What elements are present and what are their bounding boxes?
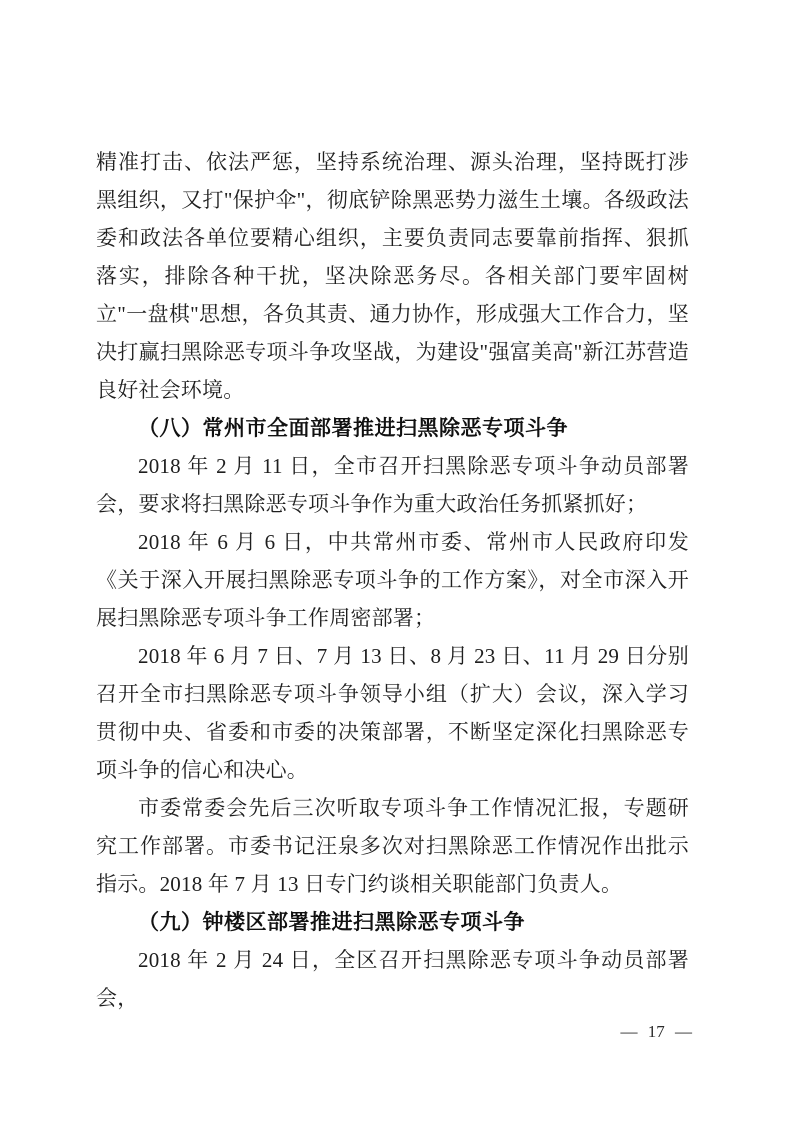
page-number: — 17 —: [620, 1022, 692, 1041]
section-heading-8: （八）常州市全面部署推进扫黑除恶专项斗争: [138, 416, 568, 440]
paragraph-2018-06-06: 2018 年 6 月 6 日，中共常州市委、常州市人民政府印发《关于深入开展扫黑除恶专项斗争的工作方案》，对全市深入开展扫黑除恶专项斗争工作周密部署；: [96, 530, 689, 630]
paragraph-continuation: 精准打击、依法严惩，坚持系统治理、源头治理，坚持既打涉黑组织，又打"保护伞"，彻底铲除黑恶势力滋生土壤。各级政法委和政法各单位要精心组织，主要负责同志要靠前指挥、狠抓落实，排除各种干扰，坚决除恶务尽。各相关部门要牢固树立"一盘棋"思想，各负其责、通力协作，形成强大工作合力，坚决打赢扫黑除恶专项斗争攻坚战，为建设"强富美高"新江苏营造良好社会环境。: [96, 150, 689, 402]
page-footer: [96, 1020, 692, 1044]
paragraph-2018-06-07: 2018 年 6 月 7 日、7 月 13 日、8 月 23 日、11 月 29 日分别召开全市扫黑除恶专项斗争领导小组（扩大）会议，深入学习贯彻中央、省委和市委的决策部署，不断坚定深化扫黑除恶专项斗争的信心和决心。: [96, 644, 689, 782]
section-heading-9: （九）钟楼区部署推进扫黑除恶专项斗争: [138, 910, 525, 934]
paragraph-standing-committee: 市委常委会先后三次听取专项斗争工作情况汇报，专题研究工作部署。市委书记汪泉多次对扫黑除恶工作情况作出批示指示。2018 年 7 月 13 日专门约谈相关职能部门负责人。: [96, 796, 689, 896]
document-body: [96, 143, 689, 1017]
paragraph-2018-02-11: 2018 年 2 月 11 日，全市召开扫黑除恶专项斗争动员部署会，要求将扫黑除恶专项斗争作为重大政治任务抓紧抓好；: [96, 454, 689, 516]
paragraph-2018-02-24: 2018 年 2 月 24 日，全区召开扫黑除恶专项斗争动员部署会，: [96, 948, 689, 1010]
